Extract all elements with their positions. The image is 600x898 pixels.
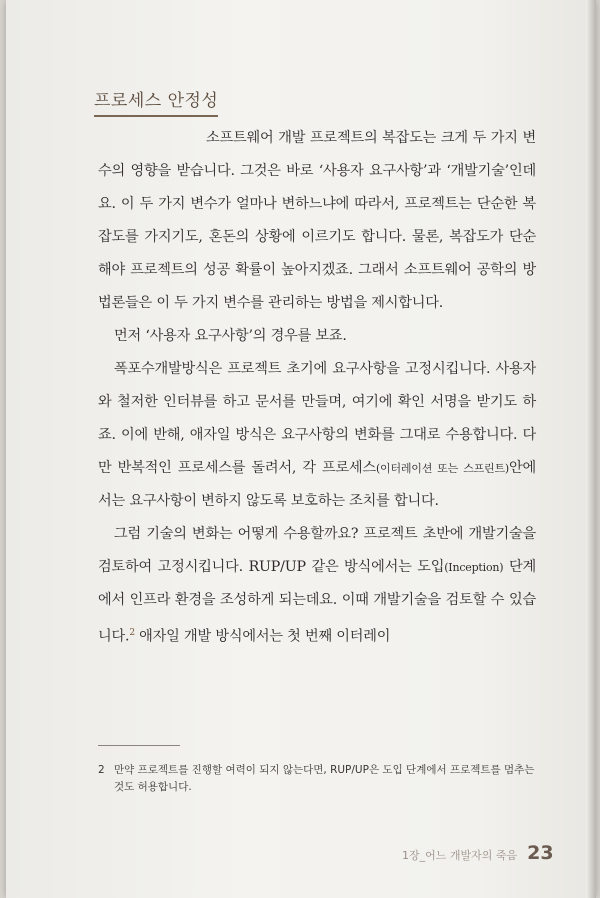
footnote [98,762,538,796]
p3-text-after: 안에서는 요구사항이 변하지 않도록 보호하는 조치를 합니다. [98,460,537,509]
paragraph-complexity: 소프트웨어 개발 프로젝트의 복잡도는 크게 두 가지 변수의 영향을 받습니다. 그것은 바로 ‘사용자 요구사항’과 ‘개발기술’인데요. 이 두 가지 변수가 얼마나 변하느냐에 따라서, 프로젝트는 단순한 복잡도를 가지기도, 혼돈의 상황에 이르기도 합니다. 물론, 복잡도가 단순해야 프로젝트의 성공 확률이 높아지겠죠. 그래서 소프트웨어 공학의 방법론들은 이 두 가지 변수를 관리하는 방법을 제시합니다. [98,130,536,311]
p3-paren-note: (이터레이션 또는 스프린트) [375,462,509,475]
p4-paren-note: (Inception) [444,561,504,574]
footnote-text: 만약 프로젝트를 진행할 여력이 되지 않는다면, RUP/UP은 도입 단계에서 프로젝트를 멈추는 것도 허용합니다. [114,764,535,793]
paragraph-waterfall-agile [98,353,536,518]
footnote-number: 2 [98,764,105,776]
page-spine-shadow [586,0,596,898]
body-text [98,122,536,654]
chapter-title: 1장_어느 개발자의 죽음 [402,849,518,862]
paragraph-requirements-intro: 먼저 ‘사용자 요구사항’의 경우를 보죠. [114,328,347,344]
p4-text-mid: 단계에서 인프라 환경을 조성하게 되는데요. 이때 개발기술을 검토할 수 있습니다. [98,559,536,645]
page-footer [402,842,554,864]
p3-text-before: 폭포수개발방식은 프로젝트 초기에 요구사항을 고정시킵니다. 사용자와 철저한 인터뷰를 하고 문서를 만들며, 여기에 확인 서명을 받기도 하죠. 이에 반해, 애자일 방식은 요구사항의 변화를 그대로 수용합니다. 다만 반복적인 프로세스를 돌려서, 각 프로세스 [98,361,536,476]
p4-text-before: 그럼 기술의 변화는 어떻게 수용할까요? 프로젝트 초반에 개발기술을 검토하여 고정시킵니다. RUP/UP 같은 방식에서는 도입 [98,526,536,575]
page-number: 23 [527,842,554,864]
p4-text-after: 애자일 개발 방식에서는 첫 번째 이터레이 [134,628,391,645]
section-heading: 프로세스 안정성 [94,86,218,117]
book-page [6,0,596,898]
paragraph-technology [98,518,536,654]
footnote-ref: 2 [129,628,135,638]
footnote-divider [98,745,180,746]
